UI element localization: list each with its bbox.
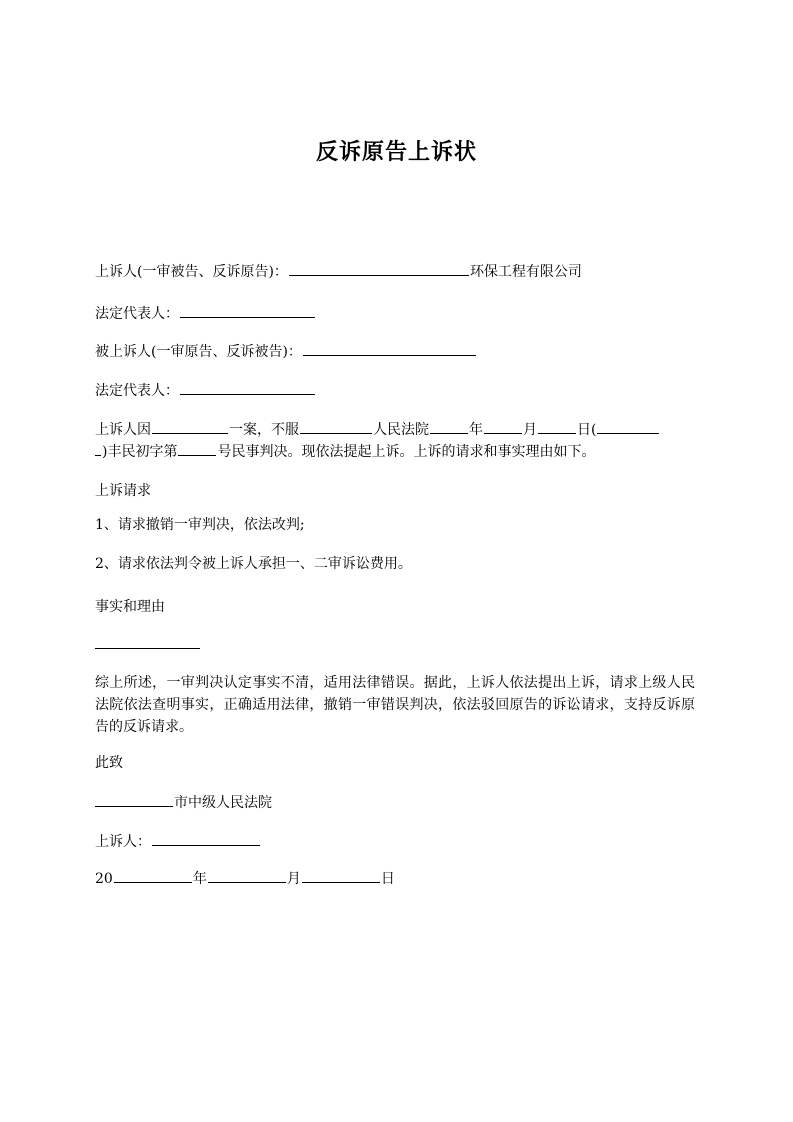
court-name-blank[interactable] [300, 418, 372, 434]
judgment-month-blank[interactable] [484, 418, 522, 434]
date-month-label: 月 [286, 871, 301, 887]
facts-heading: 事实和理由 [95, 599, 165, 615]
date-line [95, 867, 395, 890]
document-title: 反诉原告上诉状 [315, 140, 477, 165]
date-year-label: 年 [192, 871, 207, 887]
date-day-blank[interactable] [302, 867, 380, 883]
date-year-blank[interactable] [114, 867, 192, 883]
appellee-name-blank[interactable] [303, 340, 476, 356]
legal-rep-1-label: 法定代表人： [95, 306, 179, 322]
legal-rep-1-line [95, 302, 316, 325]
case-line-2 [95, 440, 595, 463]
legal-rep-2-line [95, 379, 316, 402]
legal-rep-2-blank[interactable] [180, 379, 315, 395]
facts-blank[interactable] [95, 648, 200, 649]
closing-text: 此致 [95, 755, 123, 771]
case-text-4: 年 [469, 422, 483, 438]
case-text-3: 人民法院 [373, 422, 429, 438]
judgment-day-blank[interactable] [538, 418, 576, 434]
case-text-5: 月 [523, 422, 537, 438]
appellant-suffix: 环保工程有限公司 [469, 264, 582, 280]
requests-heading: 上诉请求 [95, 483, 151, 499]
date-prefix: 20 [95, 871, 113, 887]
case-line-1 [95, 418, 660, 441]
appellant-line [95, 260, 582, 283]
legal-rep-2-label: 法定代表人： [95, 383, 179, 399]
case-year-blank[interactable] [597, 418, 659, 434]
legal-rep-1-blank[interactable] [180, 302, 315, 318]
appellant-name-blank[interactable] [289, 260, 469, 276]
signer-label: 上诉人： [95, 834, 151, 850]
conclusion-paragraph: 综上所述，一审判决认定事实不清，适用法律错误。据此，上诉人依法提出上诉，请求上级人民法院依法查明事实，正确适用法律，撤销一审错误判决，依法驳回原告的诉讼请求，支持反诉原告的反诉请求。 [95, 675, 695, 735]
case-year-blank-cont[interactable] [95, 440, 101, 456]
case-name-blank[interactable] [152, 418, 228, 434]
case-text-8: 号民事判决。现依法提起上诉。上诉的请求和事实理由如下。 [217, 444, 596, 460]
date-month-blank[interactable] [208, 867, 286, 883]
case-text-1: 上诉人因 [95, 422, 151, 438]
request-2: 2、请求依法判令被上诉人承担一、二审诉讼费用。 [95, 556, 412, 572]
appellant-label: 上诉人(一审被告、反诉原告)： [95, 264, 288, 280]
court-line [95, 791, 272, 814]
appellee-line [95, 340, 477, 363]
judgment-year-blank[interactable] [430, 418, 468, 434]
appellee-label: 被上诉人(一审原告、反诉被告)： [95, 344, 302, 360]
date-day-label: 日 [380, 871, 395, 887]
request-1: 1、请求撤销一审判决，依法改判; [95, 517, 305, 533]
signer-blank[interactable] [152, 830, 260, 846]
signer-line [95, 830, 261, 853]
court-suffix: 市中级人民法院 [174, 795, 272, 811]
city-blank[interactable] [95, 791, 173, 807]
case-text-2: 一案，不服 [229, 422, 299, 438]
case-number-blank[interactable] [178, 440, 216, 456]
case-text-6: 日( [577, 422, 597, 438]
case-text-7: )丰民初字第 [102, 444, 178, 460]
